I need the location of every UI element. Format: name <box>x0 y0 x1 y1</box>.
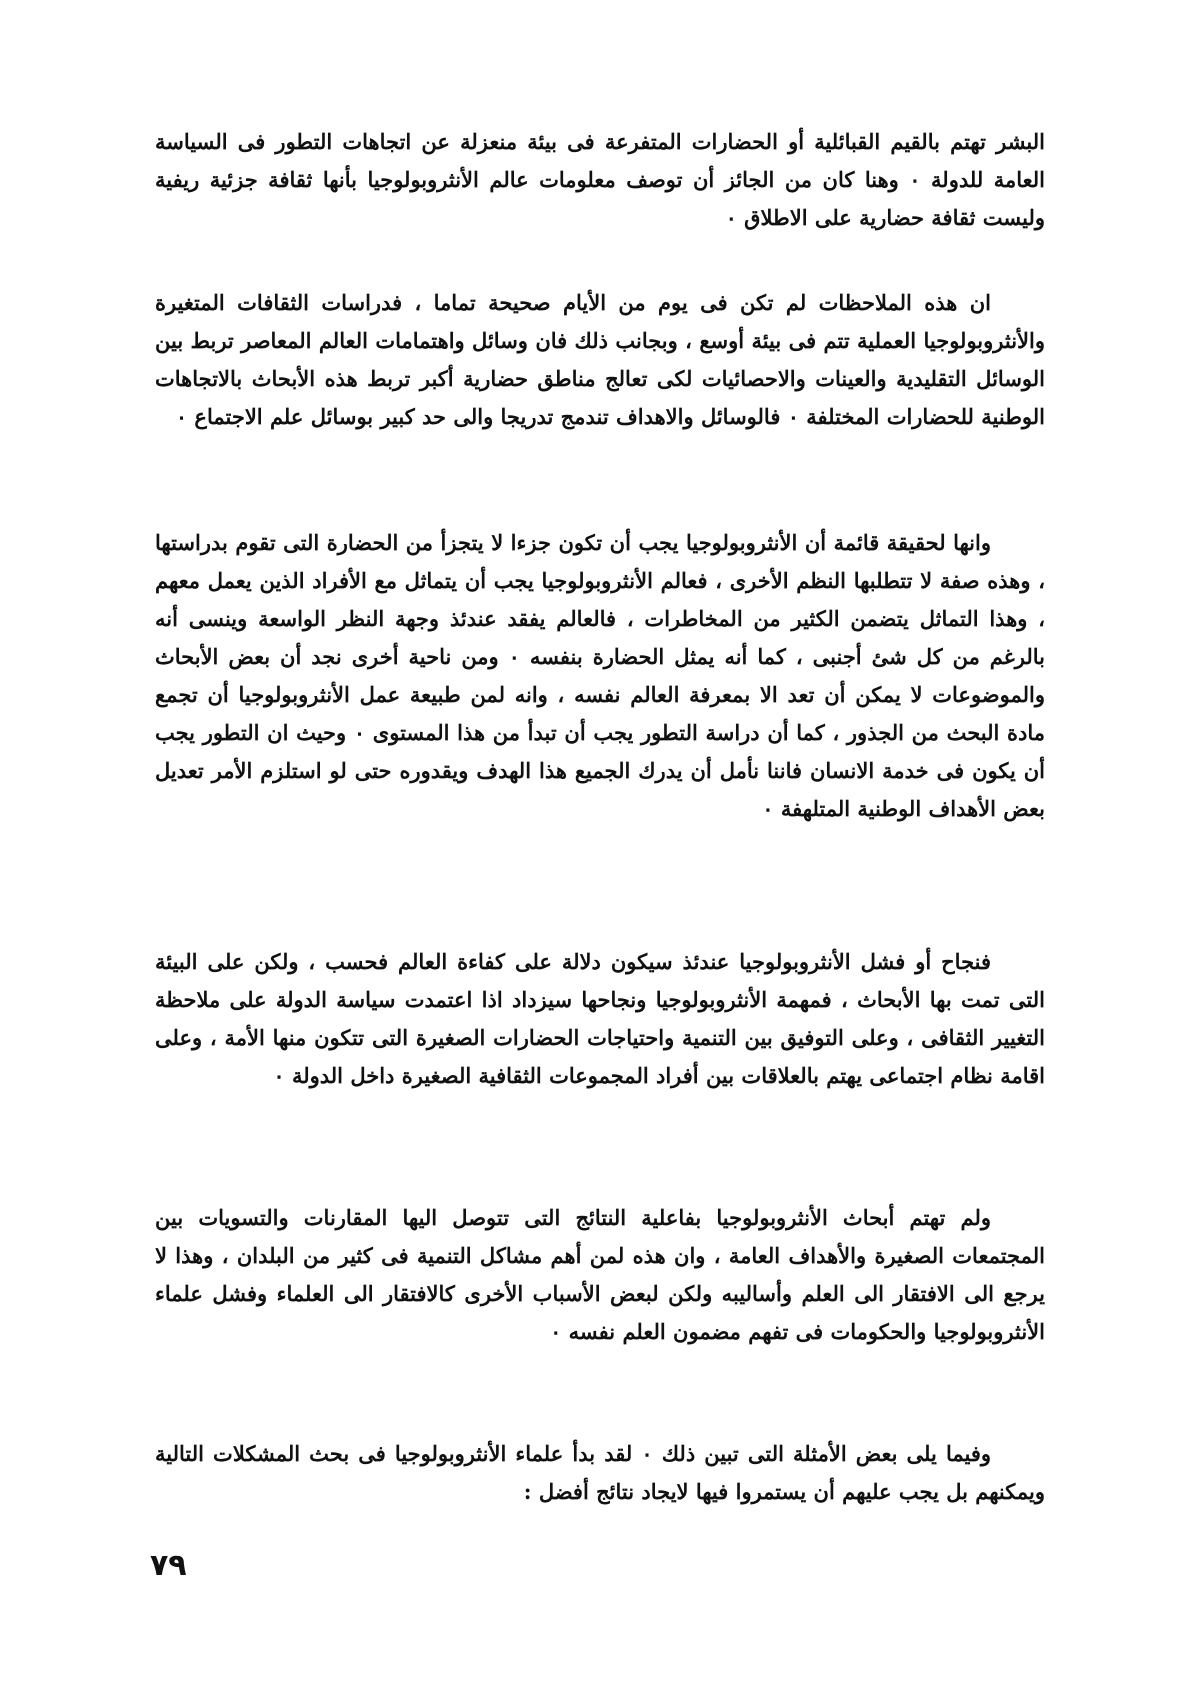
paragraph-2-text: ان هذه الملاحظات لم تكن فى يوم من الأيام صحيحة تماما ، فدراسات الثقافات المتغيرة والأنثروبولوجيا العملية تتم فى بيئة أوسع ، وبجانب ذلك فان وسائل واهتمامات العالم المعاصر تربط بين الوسائل التقليدية والعينات والاحصائيات لكى تعالج مناطق حضارية أكبر تربط هذه الأبحاث بالاتجاهات الوطنية للحضارات المختلفة ٠ فالوسائل والاهداف تندمج تدريجا والى حد كبير بوسائل علم الاجتماع ٠ <box>155 290 1045 429</box>
paragraph-5-text: ولم تهتم أبحاث الأنثروبولوجيا بفاعلية النتائج التى تتوصل اليها المقارنات والتسويات بين المجتمعات الصغيرة والأهداف العامة ، وان هذه لمن أهم مشاكل التنمية فى كثير من البلدان ، وهذا لا يرجع الى الافتقار الى العلم وأساليبه ولكن لبعض الأسباب الأخرى كالافتقار الى العلماء وفشل علماء الأنثروبولوجيا والحكومات فى تفهم مضمون العلم نفسه ٠ <box>155 1205 1045 1344</box>
paragraph-4 <box>155 943 1045 1095</box>
paragraph-4-text: فنجاح أو فشل الأنثروبولوجيا عندئذ سيكون دلالة على كفاءة العالم فحسب ، ولكن على البيئة التى تمت بها الأبحاث ، فمهمة الأنثروبولوجيا ونجاحها سيزداد اذا اعتمدت سياسة الدولة على ملاحظة التغيير الثقافى ، وعلى التوفيق بين التنمية واحتياجات الحضارات الصغيرة التى تتكون منها الأمة ، وعلى اقامة نظام اجتماعى يهتم بالعلاقات بين أفراد المجموعات الثقافية الصغيرة داخل الدولة ٠ <box>155 949 1045 1088</box>
page-number: ٧٩ <box>150 1548 187 1583</box>
paragraph-1 <box>155 123 1045 237</box>
paragraph-3 <box>155 524 1045 828</box>
paragraph-3-text: وانها لحقيقة قائمة أن الأنثروبولوجيا يجب أن تكون جزءا لا يتجزأ من الحضارة التى تقوم بدراستها ، وهذه صفة لا تتطلبها النظم الأخرى ، فعالم الأنثروبولوجيا يجب أن يتماثل مع الأفراد الذين يعمل معهم ، وهذا التماثل يتضمن الكثير من المخاطرات ، فالعالم يفقد عندئذ وجهة النظر الواسعة وينسى أنه بالرغم من كل شئ أجنبى ، كما أنه يمثل الحضارة بنفسه ٠ ومن ناحية أخرى نجد أن بعض الأبحاث والموضوعات لا يمكن أن تعد الا بمعرفة العالم نفسه ، وانه لمن طبيعة عمل الأنثروبولوجيا أن تجمع مادة البحث من الجذور ، كما أن دراسة التطور يجب أن تبدأ من هذا المستوى ٠ وحيث ان التطور يجب أن يكون فى خدمة الانسان فاننا نأمل أن يدرك الجميع هذا الهدف ويقدوره حتى لو استلزم الأمر تعديل بعض الأهداف الوطنية المتلهفة ٠ <box>155 530 1045 821</box>
paragraph-5 <box>155 1199 1045 1351</box>
paragraph-6 <box>155 1435 1045 1511</box>
paragraph-2 <box>155 284 1045 436</box>
paragraph-6-text: وفيما يلى بعض الأمثلة التى تبين ذلك ٠ لقد بدأ علماء الأنثروبولوجيا فى بحث المشكلات التالية ويمكنهم بل يجب عليهم أن يستمروا فيها لايجاد نتائج أفضل : <box>155 1441 1045 1504</box>
paragraph-1-text: البشر تهتم بالقيم القبائلية أو الحضارات المتفرعة فى بيئة منعزلة عن اتجاهات التطور فى السياسة العامة للدولة ٠ وهنا كان من الجائز أن توصف معلومات عالم الأنثروبولوجيا بأنها ثقافة جزئية ريفية وليست ثقافة حضارية على الاطلاق ٠ <box>155 129 1045 230</box>
